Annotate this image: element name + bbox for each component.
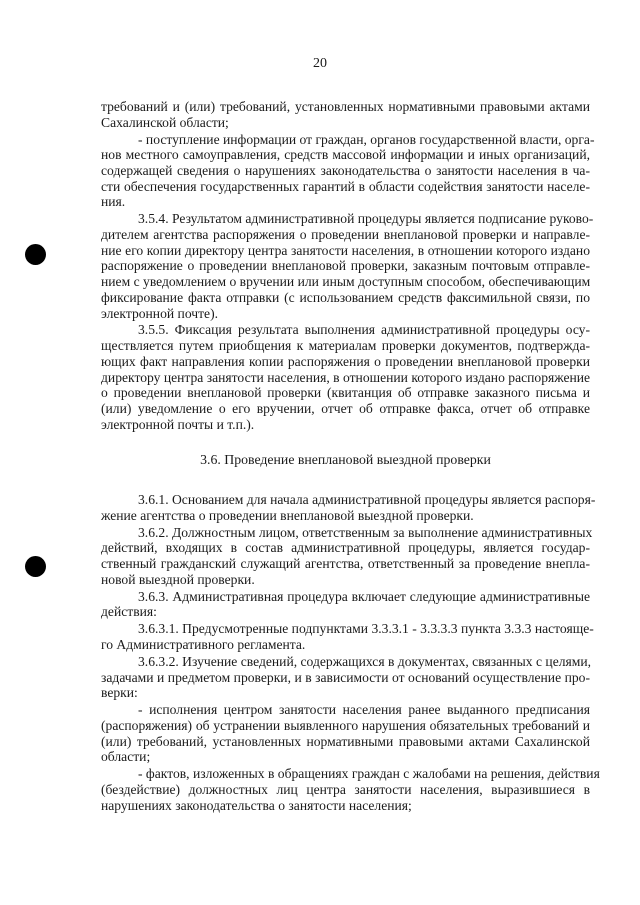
paragraph — [101, 766, 600, 813]
text-line: (или) уведомление о его вручении, отчет об отправке факса, отчет об отправке — [101, 400, 590, 416]
text-line: ние его копии директору центра занятости населения, в отношении которого издано — [101, 242, 590, 258]
text-line: (или) требований, установленных нормативными правовыми актами Сахалинской — [101, 733, 590, 749]
text-line: 3.6.1. Основанием для начала административной процедуры является распоря- — [138, 492, 596, 508]
paragraph — [101, 621, 594, 652]
page-number: 20 — [313, 56, 327, 71]
paragraph — [101, 322, 590, 432]
section-heading — [101, 452, 590, 468]
text-line: области; — [101, 749, 151, 765]
text-line: содержащей сведения о нарушениях законодательства о занятости населения в ча- — [101, 163, 590, 178]
text-line: жение агентства о проведении внеплановой выездной проверки. — [101, 507, 474, 523]
text-line: верки: — [101, 685, 138, 701]
text-line: нарушениях законодательства о занятости населения; — [101, 797, 412, 813]
punch-hole-mark — [25, 556, 46, 577]
text-line: сти обеспечения государственных гарантий в области содействия занятости населе- — [101, 178, 590, 194]
paragraph — [101, 99, 590, 130]
text-line: нов местного самоуправления, средств массовой информации и иных организаций, — [101, 147, 590, 163]
text-line: дителем агентства распоряжения о проведении внеплановой проверки и направле- — [101, 227, 590, 242]
text-line: ния. — [101, 194, 126, 210]
text-line: 3.6.3. Административная процедура включает следующие административные — [138, 588, 590, 604]
text-line: электронной почте). — [101, 305, 219, 321]
text-line: нием с уведомлением о вручении или иным доступным способом, обеспечивающим — [101, 274, 591, 290]
text-line: 3.6.3.2. Изучение сведений, содержащихся в документах, связанных с целями, — [138, 653, 592, 669]
text-line: 3.6.3.1. Предусмотренные подпунктами 3.3.3.1 - 3.3.3.3 пункта 3.3.3 настояще- — [138, 621, 594, 637]
text-line: ществляется путем приобщения к материалам проверки документов, подтвержда- — [101, 338, 590, 354]
text-line: фиксирование факта отправки (с использованием средств факсимильной связи, по — [101, 289, 590, 305]
paragraph — [101, 654, 590, 701]
text-line: задачами и предметом проверки, и в зависимости от оснований осуществление про- — [101, 669, 590, 685]
paragraph — [101, 702, 590, 765]
punch-hole-mark — [25, 244, 46, 265]
text-line: - исполнения центром занятости населения ранее выданного предписания — [138, 702, 590, 718]
text-line: ственный гражданский служащий агентства, ответственный за проведение внепла- — [101, 556, 590, 572]
text-line: новой выездной проверки. — [101, 571, 255, 587]
text-line: требований и (или) требований, установленных нормативными правовыми актами — [101, 99, 590, 114]
paragraph — [101, 524, 593, 588]
text-line: ющих факт направления копии распоряжения о проведении внеплановой проверки — [101, 353, 590, 369]
text-line: (бездействие) должностных лиц центра занятости населения, выразившиеся в — [101, 781, 590, 797]
text-line: - поступление информации от граждан, органов государственной власти, орга- — [138, 131, 595, 147]
text-line: Сахалинской области; — [101, 114, 229, 130]
document-body — [101, 99, 600, 814]
paragraph — [101, 492, 596, 523]
text-line: директору центра занятости населения, в отношении которого издано распоряжение — [101, 369, 591, 385]
text-line: 3.6. Проведение внеплановой выездной проверки — [200, 452, 491, 468]
text-line: о проведении внеплановой проверки (квитанция об отправке заказного письма и — [101, 385, 590, 401]
text-line: 3.6.2. Должностным лицом, ответственным за выполнение административных — [138, 524, 593, 540]
text-line: го Административного регламента. — [101, 636, 306, 652]
text-line: 3.5.4. Результатом административной процедуры является подписание руково- — [138, 211, 594, 227]
text-line: - фактов, изложенных в обращениях граждан с жалобами на решения, действия — [138, 766, 600, 782]
paragraph — [101, 589, 590, 620]
text-line: распоряжение о проведении внеплановой проверки, заказным почтовым отправле- — [101, 258, 590, 274]
text-line: (распоряжения) об устранении выявленного нарушения обязательных требований и — [101, 717, 590, 733]
paragraph — [101, 211, 594, 321]
text-line: электронной почты и т.п.). — [101, 416, 255, 432]
text-line: действий, входящих в состав административной процедуры, является государ- — [101, 540, 590, 556]
text-line: 3.5.5. Фиксация результата выполнения административной процедуры осу- — [138, 322, 590, 338]
text-line: действия: — [101, 604, 157, 620]
paragraph — [101, 131, 595, 211]
